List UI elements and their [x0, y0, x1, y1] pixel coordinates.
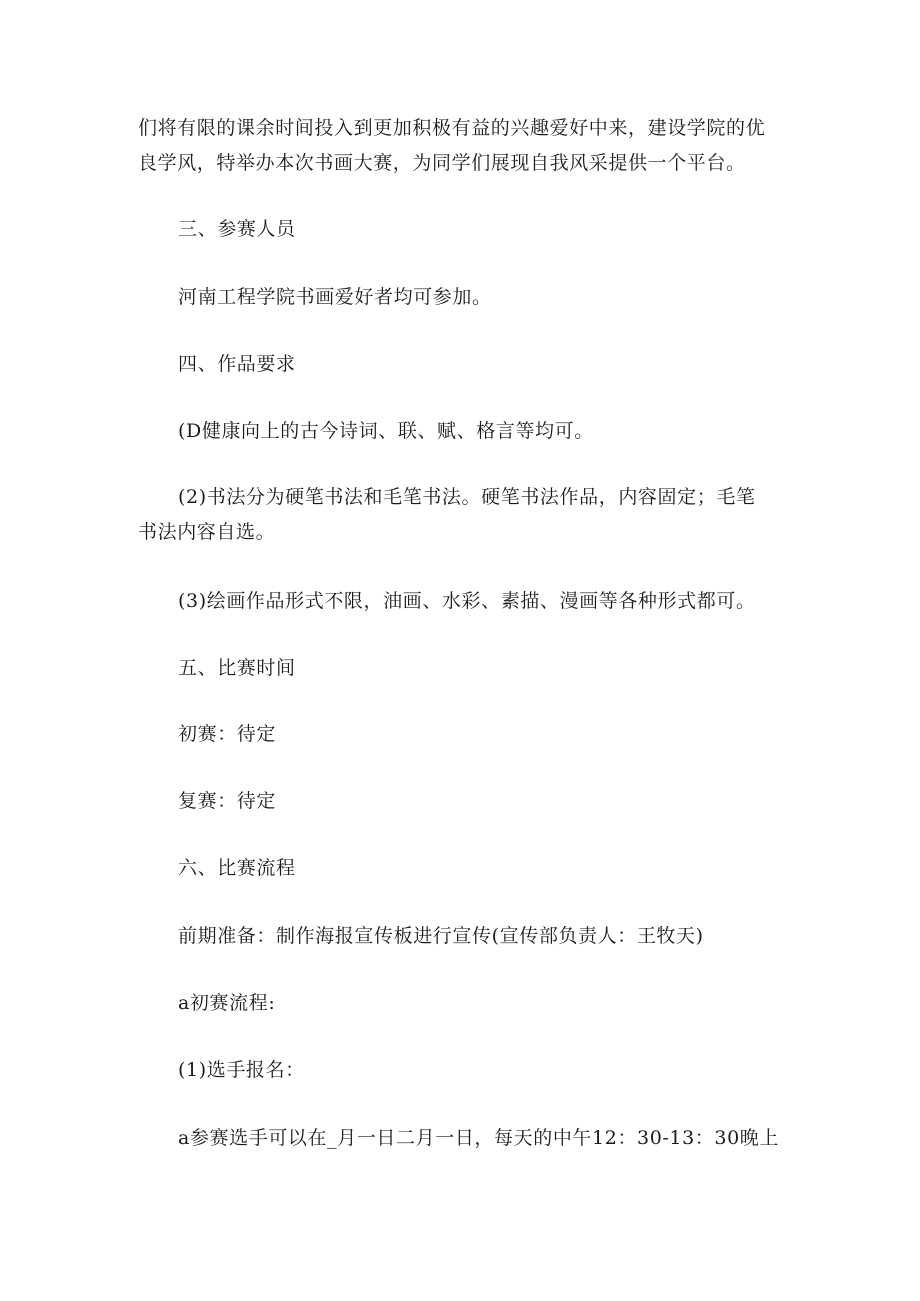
section-heading-schedule: 五、比赛时间 [178, 657, 296, 679]
schedule-rematch: 复赛：待定 [178, 790, 277, 812]
process-registration-detail: a参赛选手可以在_月一日二月一日，每天的中午12：30-13：30晚上 [178, 1127, 779, 1149]
process-preparation: 前期准备：制作海报宣传板进行宣传(宣传部负责人：王牧天) [178, 925, 704, 947]
process-registration-heading: (1)选手报名： [178, 1059, 305, 1081]
paragraph-intro-line-2: 良学风，特举办本次书画大赛，为同学们展现自我风采提供一个平台。 [138, 152, 746, 174]
requirement-item-2-line-2: 书法内容自选。 [138, 521, 276, 543]
section-heading-participants: 三、参赛人员 [178, 218, 296, 240]
requirement-item-1: (D健康向上的古今诗词、联、赋、格言等均可。 [178, 420, 594, 442]
requirement-item-3: (3)绘画作品形式不限，油画、水彩、素描、漫画等各种形式都可。 [178, 590, 756, 612]
section-heading-process: 六、比赛流程 [178, 857, 296, 879]
process-preliminary-heading: a初赛流程: [178, 992, 276, 1014]
section-heading-requirements: 四、作品要求 [178, 353, 296, 375]
paragraph-participants: 河南工程学院书画爱好者均可参加。 [178, 286, 492, 308]
paragraph-intro-line-1: 们将有限的课余时间投入到更加积极有益的兴趣爱好中来，建设学院的优 [138, 117, 766, 139]
requirement-item-2-line-1: (2)书法分为硬笔书法和毛笔书法。硬笔书法作品，内容固定；毛笔 [178, 486, 756, 508]
schedule-preliminary: 初赛：待定 [178, 723, 277, 745]
